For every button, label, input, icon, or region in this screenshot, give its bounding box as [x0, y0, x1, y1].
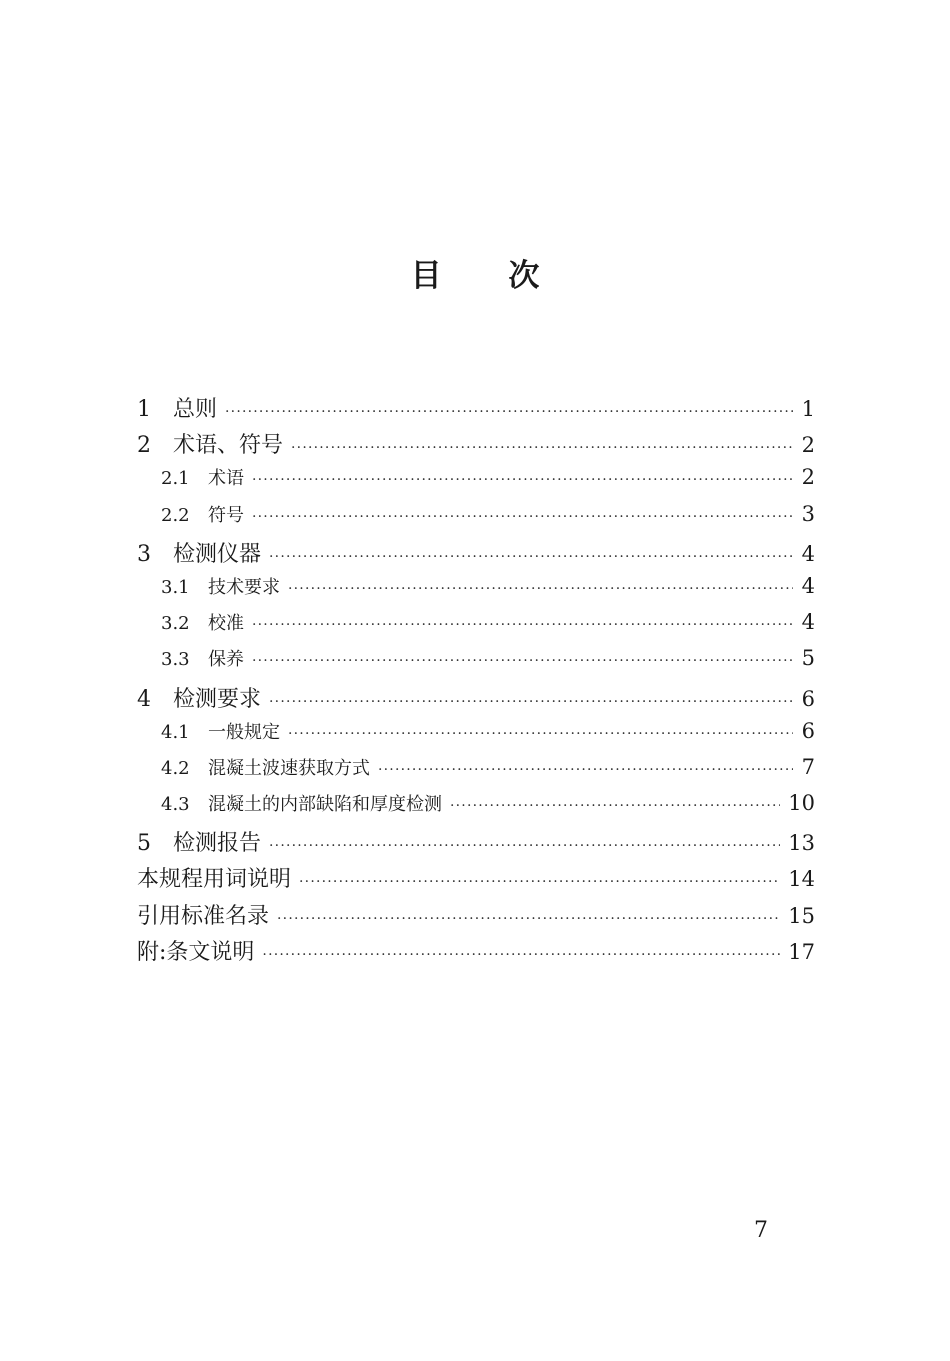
- toc-entry[interactable]: [137, 609, 815, 645]
- toc-entry-page: 6: [801, 686, 815, 711]
- toc-entry-label: 附:条文说明: [137, 939, 255, 965]
- toc-entry[interactable]: [137, 899, 815, 935]
- toc-entry-page: 10: [788, 791, 815, 816]
- toc-entry[interactable]: [137, 935, 815, 971]
- toc-dot-leader: [277, 911, 780, 927]
- toc-entry-page: 4: [801, 541, 815, 566]
- page-title: 目 次: [410, 258, 568, 294]
- toc-entry-page: 1: [801, 397, 815, 421]
- toc-dot-leader: [252, 472, 793, 488]
- toc-entry-label: 术语: [208, 468, 244, 490]
- toc-entry-label: 校准: [208, 613, 244, 635]
- toc-entry-label: 术语、符号: [173, 433, 284, 459]
- toc-dot-leader: [252, 653, 793, 669]
- toc-entry-label: 检测仪器: [173, 541, 262, 567]
- toc-entry[interactable]: [137, 862, 815, 898]
- toc-entry[interactable]: [137, 682, 815, 718]
- toc-entry[interactable]: [137, 754, 815, 790]
- page-number: 7: [754, 1218, 768, 1243]
- toc-entry-number: 5: [137, 831, 151, 857]
- toc-entry-page: 15: [788, 903, 815, 928]
- toc-entry-label: 混凝土的内部缺陷和厚度检测: [208, 794, 442, 816]
- toc-entry-page: 2: [801, 433, 815, 458]
- toc-entry-label: 总则: [173, 397, 218, 422]
- toc-entry-page: 3: [801, 501, 815, 526]
- toc-entry-number: 3.3: [161, 649, 190, 671]
- toc-entry[interactable]: [137, 501, 815, 537]
- toc-entry-label: 混凝土波速获取方式: [208, 757, 370, 779]
- toc-entry-label: 符号: [208, 504, 244, 526]
- toc-entry-page: 17: [788, 939, 815, 964]
- toc-dot-leader: [269, 838, 780, 854]
- toc-dot-leader: [288, 726, 793, 742]
- toc-entry-label: 一般规定: [208, 721, 280, 743]
- toc-dot-leader: [252, 617, 793, 633]
- toc-entry-number: 4: [137, 686, 151, 712]
- toc-entry[interactable]: [137, 537, 815, 573]
- toc-entry-number: 2: [137, 433, 151, 459]
- toc-entry-label: 引用标准名录: [137, 903, 270, 929]
- toc-entry-label: 检测要求: [173, 686, 262, 712]
- toc-dot-leader: [269, 549, 793, 565]
- toc-dot-leader: [288, 581, 793, 597]
- toc-dot-leader: [450, 798, 780, 814]
- toc-entry-number: 4.2: [161, 757, 190, 779]
- toc-entry-number: 4.1: [161, 721, 190, 743]
- toc-entry[interactable]: [137, 464, 815, 500]
- toc-entry-page: 7: [801, 754, 815, 779]
- toc-entry-page: 14: [788, 867, 815, 892]
- toc-entry-number: 4.3: [161, 794, 190, 816]
- table-of-contents: [137, 392, 815, 971]
- toc-entry-number: 2.1: [161, 468, 190, 490]
- toc-entry-number: 1: [137, 397, 151, 422]
- toc-dot-leader: [225, 404, 793, 420]
- toc-entry[interactable]: [137, 718, 815, 754]
- toc-entry-number: 3.2: [161, 613, 190, 635]
- toc-dot-leader: [299, 874, 780, 890]
- toc-entry-page: 4: [801, 610, 815, 635]
- toc-dot-leader: [291, 440, 793, 456]
- toc-entry[interactable]: [137, 392, 815, 428]
- toc-dot-leader: [262, 947, 780, 963]
- toc-entry-page: 2: [801, 465, 815, 490]
- toc-entry-page: 5: [801, 646, 815, 671]
- toc-entry[interactable]: [137, 645, 815, 681]
- toc-entry-number: 3.1: [161, 576, 190, 598]
- toc-dot-leader: [252, 509, 793, 525]
- toc-entry-page: 6: [801, 718, 815, 743]
- toc-entry-label: 检测报告: [173, 831, 262, 857]
- toc-entry[interactable]: [137, 826, 815, 862]
- toc-entry[interactable]: [137, 573, 815, 609]
- toc-dot-leader: [269, 694, 793, 710]
- toc-entry-label: 技术要求: [208, 576, 280, 598]
- toc-entry-label: 本规程用词说明: [137, 867, 292, 893]
- toc-entry-page: 13: [788, 831, 815, 856]
- toc-entry-number: 3: [137, 541, 151, 567]
- toc-dot-leader: [378, 762, 793, 778]
- toc-entry-number: 2.2: [161, 504, 190, 526]
- toc-entry-label: 保养: [208, 649, 244, 671]
- toc-entry[interactable]: [137, 428, 815, 464]
- toc-entry-page: 4: [801, 573, 815, 598]
- toc-entry[interactable]: [137, 790, 815, 826]
